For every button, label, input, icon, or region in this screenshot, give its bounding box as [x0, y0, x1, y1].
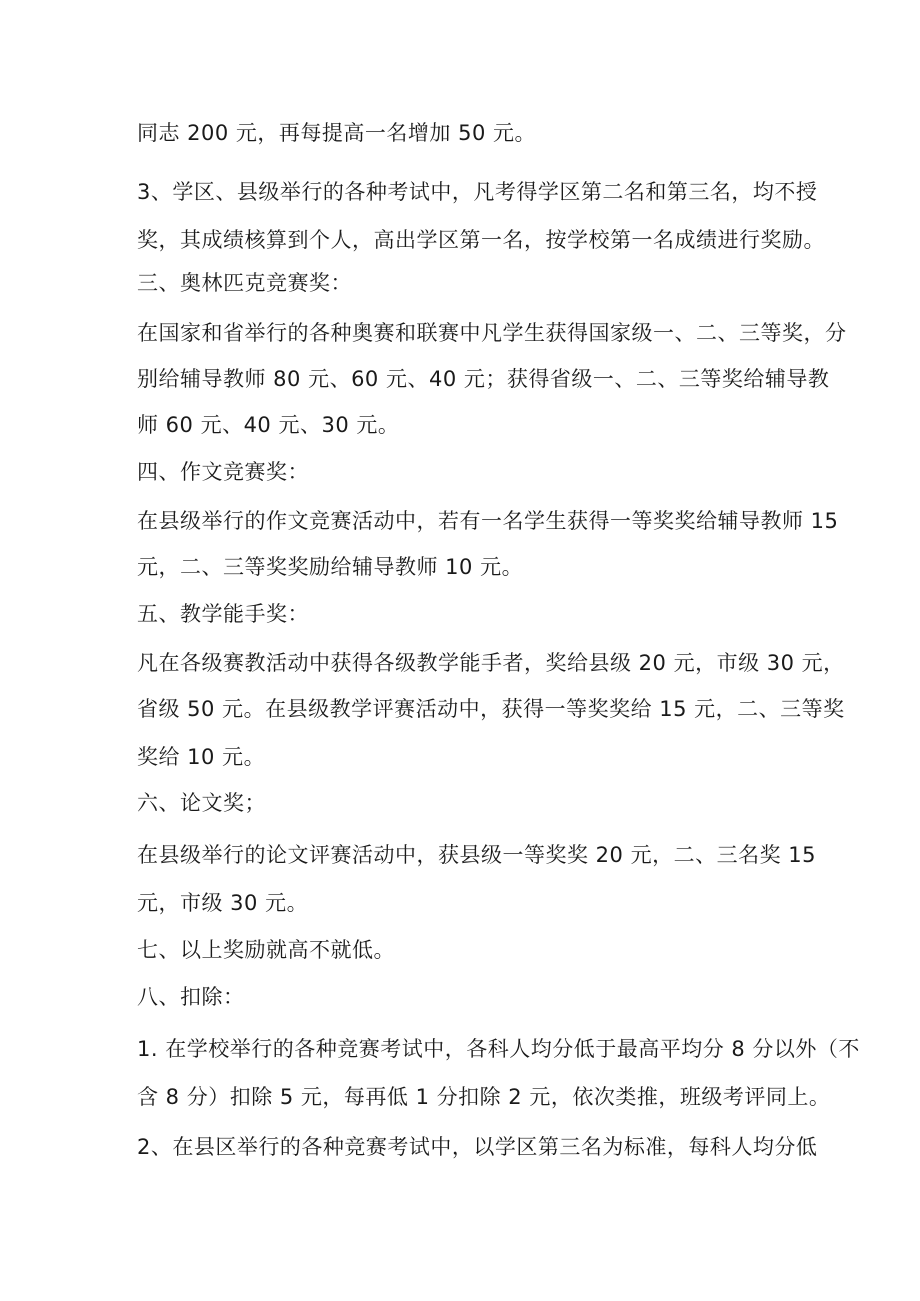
text-line: 省级 50 元。在县级教学评赛活动中，获得一等奖奖给 15 元，二、三等奖: [137, 697, 845, 721]
text-line: 凡在各级赛教活动中获得各级教学能手者，奖给县级 20 元，市级 30 元，: [137, 651, 845, 675]
section-heading: 六、论文奖；: [137, 791, 266, 815]
section-heading: 五、教学能手奖：: [137, 602, 309, 626]
text-line: 元，二、三等奖奖励给辅导教师 10 元。: [137, 555, 524, 579]
text-line: 元，市级 30 元。: [137, 891, 309, 915]
text-line: 别给辅导教师 80 元、60 元、40 元；获得省级一、二、三等奖给辅导教: [137, 367, 830, 391]
section-heading: 七、以上奖励就高不就低。: [137, 938, 395, 962]
text-line: 1. 在学校举行的各种竞赛考试中，各科人均分低于最高平均分 8 分以外（不: [137, 1037, 860, 1061]
text-line: 在国家和省举行的各种奥赛和联赛中凡学生获得国家级一、二、三等奖，分: [137, 321, 847, 345]
text-line: 3、学区、县级举行的各种考试中，凡考得学区第二名和第三名，均不授: [137, 180, 818, 204]
section-heading: 四、作文竞赛奖：: [137, 460, 309, 484]
text-line: 奖给 10 元。: [137, 745, 266, 769]
text-line: 含 8 分）扣除 5 元，每再低 1 分扣除 2 元，依次类推，班级考评同上。: [137, 1085, 831, 1109]
section-heading: 八、扣除：: [137, 985, 245, 1009]
text-line: 同志 200 元，再每提高一名增加 50 元。: [137, 121, 537, 145]
text-line: 奖，其成绩核算到个人，高出学区第一名，按学校第一名成绩进行奖励。: [137, 228, 825, 252]
text-line: 2、在县区举行的各种竞赛考试中，以学区第三名为标准，每科人均分低: [137, 1135, 818, 1159]
text-line: 师 60 元、40 元、30 元。: [137, 413, 400, 437]
text-line: 在县级举行的作文竞赛活动中，若有一名学生获得一等奖奖给辅导教师 15: [137, 509, 839, 533]
text-line: 在县级举行的论文评赛活动中，获县级一等奖奖 20 元，二、三名奖 15: [137, 843, 816, 867]
section-heading: 三、奥林匹克竞赛奖：: [137, 271, 352, 295]
